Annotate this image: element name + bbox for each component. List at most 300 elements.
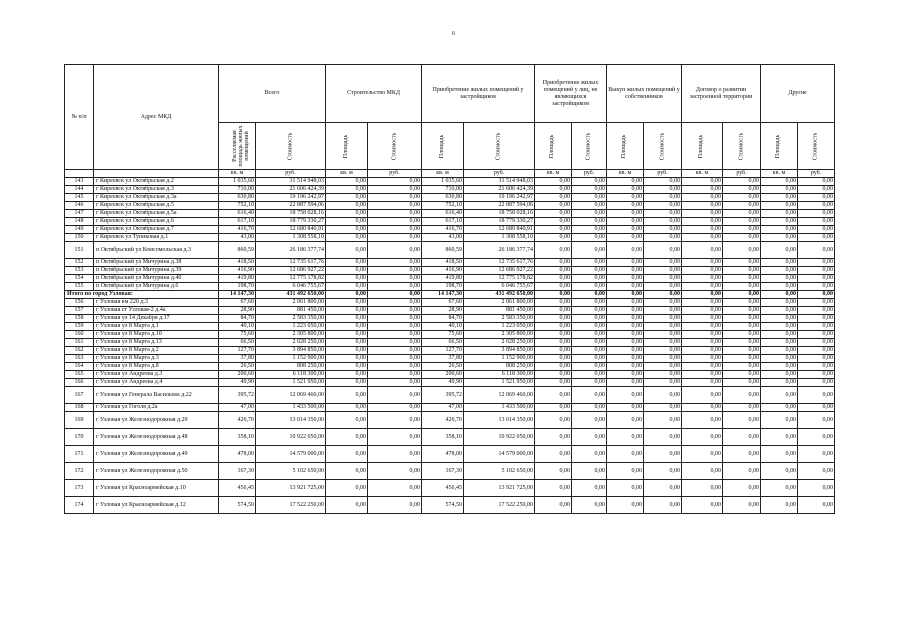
cell-o-area: 0,00 [761, 446, 798, 463]
cell-d-cost: 0,00 [723, 242, 761, 259]
cell-o-cost: 0,00 [798, 299, 835, 307]
cell-v-cost: 0,00 [644, 307, 682, 315]
row-address: г Киреевск ул Тупиковая д.1 [94, 234, 219, 242]
cell-o-area: 0,00 [761, 429, 798, 446]
subheader-agreement-area-text: Площадь [698, 134, 705, 158]
cell-p-area: 47,00 [422, 404, 464, 412]
table-row [65, 429, 835, 446]
cell-pn-area: 0,00 [535, 446, 572, 463]
cell-o-cost: 0,00 [798, 412, 835, 429]
cell-area: 1 035,60 [219, 178, 256, 186]
cell-area: 616,40 [219, 210, 256, 218]
cell-d-cost: 0,00 [723, 387, 761, 404]
cell-p-area: 198,70 [422, 283, 464, 291]
cell-s-cost: 0,00 [368, 186, 422, 194]
row-address: п Октябрьский ул Мичурина д.38 [94, 259, 219, 267]
cell-p-cost: 21 606 424,39 [464, 186, 535, 194]
subheader-developers-area [422, 123, 464, 170]
cell-pn-area: 0,00 [535, 463, 572, 480]
cell-o-area: 0,00 [761, 315, 798, 323]
cell-s-cost: 0,00 [368, 307, 422, 315]
cell-d-area: 0,00 [682, 347, 723, 355]
row-number: 156 [65, 299, 94, 307]
cell-pn-area: 0,00 [535, 291, 572, 299]
cell-s-cost: 0,00 [368, 497, 422, 514]
cell-s-cost: 0,00 [368, 226, 422, 234]
row-address: г Узловая ул Железнодорожная д.29 [94, 412, 219, 429]
cell-o-area: 0,00 [761, 497, 798, 514]
cell-cost: 12 069 460,00 [256, 387, 326, 404]
row-address: г Узловая ул 14 Декабря д.17 [94, 315, 219, 323]
cell-pn-cost: 0,00 [572, 315, 607, 323]
cell-v-area: 0,00 [607, 218, 644, 226]
cell-area: 75,60 [219, 331, 256, 339]
cell-pn-area: 0,00 [535, 363, 572, 371]
cell-v-area: 0,00 [607, 463, 644, 480]
cell-v-cost: 0,00 [644, 497, 682, 514]
row-address: г Узловая ст Узловая-2 д.4а [94, 307, 219, 315]
cell-p-cost: 2 061 800,00 [464, 299, 535, 307]
cell-pn-cost: 0,00 [572, 242, 607, 259]
relocation-table [64, 64, 835, 514]
subheader-relocated-area [219, 123, 256, 170]
cell-s-cost: 0,00 [368, 283, 422, 291]
cell-area: 66,50 [219, 339, 256, 347]
cell-cost: 13 921 725,00 [256, 480, 326, 497]
cell-v-cost: 0,00 [644, 446, 682, 463]
cell-s-cost: 0,00 [368, 412, 422, 429]
cell-pn-area: 0,00 [535, 331, 572, 339]
cell-pn-cost: 0,00 [572, 234, 607, 242]
row-number: 163 [65, 355, 94, 363]
table-row [65, 242, 835, 259]
cell-cost: 1 152 900,00 [256, 355, 326, 363]
cell-pn-area: 0,00 [535, 194, 572, 202]
cell-o-cost: 0,00 [798, 291, 835, 299]
cell-pn-cost: 0,00 [572, 299, 607, 307]
cell-s-cost: 0,00 [368, 355, 422, 363]
cell-v-area: 0,00 [607, 412, 644, 429]
header-row-groups [65, 65, 835, 123]
cell-s-cost: 0,00 [368, 299, 422, 307]
cell-d-cost: 0,00 [723, 275, 761, 283]
cell-d-area: 0,00 [682, 339, 723, 347]
cell-area: 617,10 [219, 218, 256, 226]
cell-pn-cost: 0,00 [572, 404, 607, 412]
cell-s-area: 0,00 [326, 234, 368, 242]
cell-d-cost: 0,00 [723, 307, 761, 315]
cell-p-area: 75,60 [422, 331, 464, 339]
cell-o-area: 0,00 [761, 194, 798, 202]
cell-s-cost: 0,00 [368, 371, 422, 379]
cell-p-cost: 6 046 755,67 [464, 283, 535, 291]
cell-v-area: 0,00 [607, 234, 644, 242]
cell-cost: 6 118 300,00 [256, 371, 326, 379]
table-row [65, 339, 835, 347]
row-address: г Киреевск ул Октябрьская д.7 [94, 226, 219, 234]
cell-pn-area: 0,00 [535, 218, 572, 226]
cell-area: 478,00 [219, 446, 256, 463]
cell-cost: 881 450,00 [256, 307, 326, 315]
cell-d-cost: 0,00 [723, 480, 761, 497]
units-cell: кв. м [326, 170, 368, 178]
cell-d-cost: 0,00 [723, 497, 761, 514]
cell-o-cost: 0,00 [798, 178, 835, 186]
cell-v-cost: 0,00 [644, 202, 682, 210]
cell-o-area: 0,00 [761, 463, 798, 480]
cell-p-cost: 18 758 028,16 [464, 210, 535, 218]
cell-d-area: 0,00 [682, 194, 723, 202]
cell-o-cost: 0,00 [798, 339, 835, 347]
cell-d-cost: 0,00 [723, 339, 761, 347]
cell-v-cost: 0,00 [644, 347, 682, 355]
cell-v-cost: 0,00 [644, 480, 682, 497]
cell-v-area: 0,00 [607, 178, 644, 186]
relocation-table-sheet [64, 64, 835, 514]
cell-v-cost: 0,00 [644, 242, 682, 259]
cell-pn-cost: 0,00 [572, 307, 607, 315]
row-number: 146 [65, 202, 94, 210]
row-number: 167 [65, 387, 94, 404]
cell-cost: 31 514 948,03 [256, 178, 326, 186]
units-cell: руб. [644, 170, 682, 178]
cell-d-cost: 0,00 [723, 202, 761, 210]
cell-cost: 5 102 650,00 [256, 463, 326, 480]
cell-d-area: 0,00 [682, 429, 723, 446]
table-row [65, 371, 835, 379]
row-number: 172 [65, 463, 94, 480]
cell-pn-cost: 0,00 [572, 429, 607, 446]
subheader-developers-area-text: Площадь [439, 134, 446, 158]
subheader-other-cost [798, 123, 835, 170]
cell-pn-cost: 0,00 [572, 339, 607, 347]
row-number: 153 [65, 267, 94, 275]
row-number: 165 [65, 371, 94, 379]
cell-s-cost: 0,00 [368, 259, 422, 267]
cell-area: 416,90 [219, 267, 256, 275]
cell-s-cost: 0,00 [368, 178, 422, 186]
row-address: г Киреевск ул Октябрьская д.5 [94, 202, 219, 210]
cell-cost: 2 028 250,00 [256, 339, 326, 347]
row-address: г Узловая ул Генерала Васильева д.22 [94, 387, 219, 404]
row-address: г Узловая ул Гоголя д.2а [94, 404, 219, 412]
cell-v-cost: 0,00 [644, 291, 682, 299]
subheader-non-developers-area [535, 123, 572, 170]
cell-p-area: 67,60 [422, 299, 464, 307]
subheader-total-cost [256, 123, 326, 170]
cell-p-cost: 2 305 800,00 [464, 331, 535, 339]
cell-s-area: 0,00 [326, 387, 368, 404]
cell-p-area: 574,50 [422, 497, 464, 514]
subheader-construction-area-text: Площадь [343, 134, 349, 158]
cell-pn-area: 0,00 [535, 267, 572, 275]
cell-cost: 1 521 950,00 [256, 379, 326, 387]
cell-p-area: 358,10 [422, 429, 464, 446]
cell-s-cost: 0,00 [368, 463, 422, 480]
cell-d-cost: 0,00 [723, 291, 761, 299]
cell-s-area: 0,00 [326, 429, 368, 446]
cell-cost: 12 735 617,76 [256, 259, 326, 267]
units-cell: кв. м [682, 170, 723, 178]
cell-cost: 26 186 377,74 [256, 242, 326, 259]
cell-v-area: 0,00 [607, 186, 644, 194]
cell-s-area: 0,00 [326, 331, 368, 339]
cell-d-cost: 0,00 [723, 218, 761, 226]
cell-s-area: 0,00 [326, 347, 368, 355]
cell-p-area: 49,90 [422, 379, 464, 387]
subheader-agreement-area [682, 123, 723, 170]
table-row [65, 379, 835, 387]
cell-o-area: 0,00 [761, 371, 798, 379]
cell-d-area: 0,00 [682, 202, 723, 210]
cell-cost: 12 680 840,91 [256, 226, 326, 234]
cell-v-cost: 0,00 [644, 283, 682, 291]
cell-v-cost: 0,00 [644, 315, 682, 323]
row-number: 151 [65, 242, 94, 259]
table-row [65, 186, 835, 194]
subheader-buyout-area-text: Площадь [621, 134, 628, 158]
row-address: г Узловая ул 8 Марта д.2 [94, 347, 219, 355]
cell-pn-cost: 0,00 [572, 463, 607, 480]
subheader-other-area [761, 123, 798, 170]
cell-d-area: 0,00 [682, 234, 723, 242]
group-header-construction: Строительство МКД [326, 65, 422, 123]
row-number: 148 [65, 218, 94, 226]
cell-p-cost: 881 450,00 [464, 307, 535, 315]
cell-s-area: 0,00 [326, 186, 368, 194]
cell-s-cost: 0,00 [368, 242, 422, 259]
cell-v-cost: 0,00 [644, 275, 682, 283]
cell-o-area: 0,00 [761, 283, 798, 291]
cell-pn-area: 0,00 [535, 226, 572, 234]
cell-pn-cost: 0,00 [572, 226, 607, 234]
table-row [65, 480, 835, 497]
cell-p-cost: 22 887 594,06 [464, 202, 535, 210]
cell-area: 418,50 [219, 259, 256, 267]
cell-v-cost: 0,00 [644, 186, 682, 194]
cell-p-cost: 1 152 900,00 [464, 355, 535, 363]
cell-s-area: 0,00 [326, 202, 368, 210]
cell-cost: 12 686 927,22 [256, 267, 326, 275]
cell-o-area: 0,00 [761, 218, 798, 226]
cell-area: 26,50 [219, 363, 256, 371]
cell-v-area: 0,00 [607, 283, 644, 291]
cell-cost: 22 887 594,06 [256, 202, 326, 210]
cell-d-cost: 0,00 [723, 210, 761, 218]
cell-p-cost: 12 775 178,82 [464, 275, 535, 283]
row-number: 152 [65, 259, 94, 267]
row-number: 150 [65, 234, 94, 242]
units-cell: руб. [368, 170, 422, 178]
row-number: 160 [65, 331, 94, 339]
cell-v-cost: 0,00 [644, 387, 682, 404]
row-address: г Узловая ул 8 Марта д.3 [94, 355, 219, 363]
cell-pn-area: 0,00 [535, 480, 572, 497]
cell-v-cost: 0,00 [644, 299, 682, 307]
cell-p-cost: 18 779 330,27 [464, 218, 535, 226]
cell-p-area: 710,00 [422, 186, 464, 194]
cell-p-cost: 17 522 250,00 [464, 497, 535, 514]
cell-o-cost: 0,00 [798, 347, 835, 355]
row-number: 149 [65, 226, 94, 234]
cell-d-cost: 0,00 [723, 363, 761, 371]
cell-o-area: 0,00 [761, 242, 798, 259]
cell-o-cost: 0,00 [798, 446, 835, 463]
units-cell: руб. [464, 170, 535, 178]
cell-cost: 21 606 424,39 [256, 186, 326, 194]
cell-v-cost: 0,00 [644, 267, 682, 275]
cell-p-cost: 1 308 558,10 [464, 234, 535, 242]
cell-s-cost: 0,00 [368, 234, 422, 242]
cell-o-cost: 0,00 [798, 315, 835, 323]
cell-s-area: 0,00 [326, 412, 368, 429]
cell-d-area: 0,00 [682, 275, 723, 283]
table-row [65, 355, 835, 363]
subheader-relocated-area-text: Расселяемая площадь жилых помещений [232, 124, 250, 167]
cell-v-area: 0,00 [607, 480, 644, 497]
cell-d-area: 0,00 [682, 210, 723, 218]
cell-d-cost: 0,00 [723, 315, 761, 323]
cell-pn-cost: 0,00 [572, 446, 607, 463]
cell-d-cost: 0,00 [723, 355, 761, 363]
cell-s-cost: 0,00 [368, 267, 422, 275]
cell-cost: 431 492 650,00 [256, 291, 326, 299]
cell-v-cost: 0,00 [644, 323, 682, 331]
row-address: п Октябрьский ул Комсомольская д.3 [94, 242, 219, 259]
cell-s-cost: 0,00 [368, 275, 422, 283]
cell-v-cost: 0,00 [644, 355, 682, 363]
cell-s-area: 0,00 [326, 355, 368, 363]
subheader-construction-cost [368, 123, 422, 170]
cell-cost: 18 758 028,16 [256, 210, 326, 218]
cell-s-area: 0,00 [326, 194, 368, 202]
cell-d-area: 0,00 [682, 363, 723, 371]
cell-pn-area: 0,00 [535, 355, 572, 363]
subheader-buyout-cost [644, 123, 682, 170]
cell-pn-area: 0,00 [535, 178, 572, 186]
cell-d-cost: 0,00 [723, 371, 761, 379]
cell-o-cost: 0,00 [798, 363, 835, 371]
cell-o-area: 0,00 [761, 307, 798, 315]
cell-v-cost: 0,00 [644, 259, 682, 267]
cell-d-area: 0,00 [682, 323, 723, 331]
cell-pn-cost: 0,00 [572, 371, 607, 379]
cell-area: 200,60 [219, 371, 256, 379]
cell-p-area: 630,80 [422, 194, 464, 202]
units-cell: руб. [572, 170, 607, 178]
row-number: 154 [65, 275, 94, 283]
cell-o-cost: 0,00 [798, 267, 835, 275]
cell-d-cost: 0,00 [723, 194, 761, 202]
cell-area: 358,10 [219, 429, 256, 446]
cell-v-area: 0,00 [607, 429, 644, 446]
cell-v-area: 0,00 [607, 210, 644, 218]
cell-v-cost: 0,00 [644, 331, 682, 339]
units-cell: руб. [256, 170, 326, 178]
cell-p-cost: 808 250,00 [464, 363, 535, 371]
cell-d-area: 0,00 [682, 299, 723, 307]
cell-v-area: 0,00 [607, 202, 644, 210]
cell-o-cost: 0,00 [798, 242, 835, 259]
units-row [65, 170, 835, 178]
cell-d-area: 0,00 [682, 371, 723, 379]
cell-d-area: 0,00 [682, 267, 723, 275]
subheader-non-developers-area-text: Площадь [549, 134, 556, 158]
table-row [65, 218, 835, 226]
cell-s-area: 0,00 [326, 275, 368, 283]
row-number: 162 [65, 347, 94, 355]
cell-area: 84,70 [219, 315, 256, 323]
cell-pn-cost: 0,00 [572, 355, 607, 363]
cell-pn-area: 0,00 [535, 275, 572, 283]
cell-o-area: 0,00 [761, 347, 798, 355]
units-cell: кв. м [219, 170, 256, 178]
table-body [65, 178, 835, 514]
row-number: 171 [65, 446, 94, 463]
table-row [65, 404, 835, 412]
row-address: г Узловая ул 8 Марта д.10 [94, 331, 219, 339]
cell-pn-cost: 0,00 [572, 291, 607, 299]
table-row [65, 463, 835, 480]
cell-s-area: 0,00 [326, 283, 368, 291]
cell-s-area: 0,00 [326, 371, 368, 379]
table-row [65, 347, 835, 355]
cell-o-area: 0,00 [761, 186, 798, 194]
cell-pn-area: 0,00 [535, 347, 572, 355]
cell-area: 43,00 [219, 234, 256, 242]
cell-s-area: 0,00 [326, 267, 368, 275]
cell-pn-cost: 0,00 [572, 275, 607, 283]
cell-o-area: 0,00 [761, 323, 798, 331]
cell-d-area: 0,00 [682, 480, 723, 497]
cell-v-area: 0,00 [607, 315, 644, 323]
cell-p-cost: 2 028 250,00 [464, 339, 535, 347]
cell-d-area: 0,00 [682, 379, 723, 387]
cell-d-cost: 0,00 [723, 178, 761, 186]
row-address: г Узловая ул Железнодорожная д.50 [94, 463, 219, 480]
table-row [65, 267, 835, 275]
cell-v-area: 0,00 [607, 323, 644, 331]
table-row [65, 307, 835, 315]
cell-pn-area: 0,00 [535, 234, 572, 242]
row-address: г Узловая ул Железнодорожная д.48 [94, 429, 219, 446]
cell-o-area: 0,00 [761, 412, 798, 429]
cell-pn-cost: 0,00 [572, 347, 607, 355]
row-number: 158 [65, 315, 94, 323]
subheader-buyout-area [607, 123, 644, 170]
cell-o-cost: 0,00 [798, 283, 835, 291]
row-number: 145 [65, 194, 94, 202]
table-row [65, 226, 835, 234]
cell-area: 40,10 [219, 323, 256, 331]
cell-o-area: 0,00 [761, 226, 798, 234]
cell-pn-area: 0,00 [535, 186, 572, 194]
cell-pn-area: 0,00 [535, 379, 572, 387]
cell-cost: 2 583 350,00 [256, 315, 326, 323]
cell-d-area: 0,00 [682, 412, 723, 429]
cell-d-cost: 0,00 [723, 234, 761, 242]
group-header-territory-agreement: Договор о развитии застроенной территории [682, 65, 761, 123]
cell-p-area: 395,72 [422, 387, 464, 404]
cell-o-area: 0,00 [761, 339, 798, 347]
cell-o-cost: 0,00 [798, 194, 835, 202]
cell-v-area: 0,00 [607, 194, 644, 202]
cell-pn-cost: 0,00 [572, 331, 607, 339]
cell-o-cost: 0,00 [798, 331, 835, 339]
cell-s-cost: 0,00 [368, 331, 422, 339]
cell-d-area: 0,00 [682, 497, 723, 514]
cell-v-cost: 0,00 [644, 210, 682, 218]
